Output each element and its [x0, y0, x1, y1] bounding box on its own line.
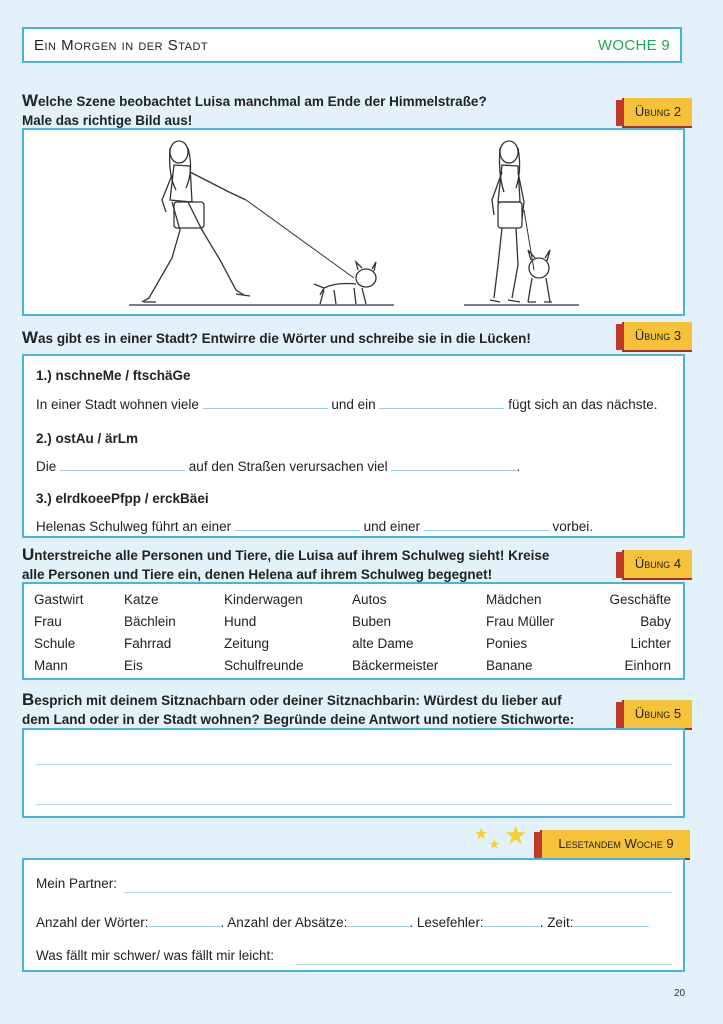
task2-question: [22, 91, 612, 130]
task3-item1-label: 1.) nschneMe / ftschäGe: [36, 368, 191, 383]
tag-lesetandem-label: Lesetandem Woche 9: [558, 836, 674, 851]
words-label: Anzahl der Wörter:: [36, 915, 149, 930]
word-item[interactable]: Einhorn: [624, 658, 671, 673]
tag-uebung-4-label: Übung 4: [634, 556, 682, 571]
word-item[interactable]: Ponies: [486, 636, 528, 651]
word-item[interactable]: Geschäfte: [609, 592, 671, 607]
worksheet-title: Ein Morgen in der Stadt: [34, 37, 209, 54]
word-item[interactable]: Banane: [486, 658, 533, 673]
tag-uebung-5: [622, 700, 692, 730]
task3-item3-label: 3.) elrdkoeePfpp / erckBäei: [36, 491, 209, 506]
task3-item3-blank1[interactable]: [235, 516, 360, 531]
word-item[interactable]: alte Dame: [352, 636, 414, 651]
dog-illustration: [314, 262, 376, 304]
woman-standing-illustration: [490, 141, 524, 302]
star-icon: ★: [488, 836, 501, 852]
task3-item2-blank2[interactable]: [391, 456, 516, 471]
word-item[interactable]: Katze: [124, 592, 159, 607]
word-item[interactable]: Fahrrad: [124, 636, 172, 651]
task3-item2-blank1[interactable]: [60, 456, 185, 471]
star-icon: ★: [474, 826, 489, 843]
task3-item3-part1: Helenas Schulweg führt an einer: [36, 519, 232, 534]
tag-uebung-3: [622, 322, 692, 352]
word-item[interactable]: Schule: [34, 636, 76, 651]
task3-item1-sentence: [36, 394, 658, 412]
word-item[interactable]: Gastwirt: [34, 592, 84, 607]
task3-box: [22, 354, 685, 538]
difficulty-line[interactable]: [296, 964, 672, 965]
word-item[interactable]: Mädchen: [486, 592, 542, 607]
tag-uebung-2: [622, 98, 692, 128]
task5-question-line1: esprich mit deinem Sitznachbarn oder deiner Sitznachbarin: Würdest du lieber auf: [34, 693, 562, 708]
tag-uebung-5-label: Übung 5: [634, 706, 682, 721]
errors-blank[interactable]: [484, 912, 540, 927]
task3-item3-part2: und einer: [363, 519, 420, 534]
task3-question: [22, 328, 622, 348]
tandem-box: [22, 858, 685, 972]
tag-uebung-2-label: Übung 2: [634, 104, 682, 119]
task2-initial: W: [22, 91, 39, 110]
difficulty-label: Was fällt mir schwer/ was fällt mir leicht:: [36, 948, 275, 963]
task3-item3-sentence: [36, 516, 593, 534]
notes-line-2[interactable]: [36, 804, 672, 805]
paragraphs-label: . Anzahl der Absätze:: [220, 915, 348, 930]
page-number: 20: [674, 988, 686, 999]
word-item[interactable]: Baby: [640, 614, 671, 629]
task5-notes-box[interactable]: [22, 728, 685, 818]
task3-item2-part2: auf den Straßen verursachen viel: [188, 459, 388, 474]
task4-question: [22, 545, 612, 584]
week-label: WOCHE 9: [597, 37, 670, 54]
task3-item1-blank1[interactable]: [203, 394, 328, 409]
woman-walking-dog-illustration: [142, 141, 250, 302]
task3-item1-part1: In einer Stadt wohnen viele: [36, 397, 199, 412]
task5-question-line2: dem Land oder in der Stadt wohnen? Begründe deine Antwort und notiere Stichworte:: [22, 712, 575, 727]
tag-lesetandem: [540, 830, 690, 860]
task5-initial: B: [22, 690, 35, 709]
partner-label: Mein Partner:: [36, 876, 118, 891]
task2-question-line2: Male das richtige Bild aus!: [22, 113, 193, 128]
task5-question: [22, 690, 622, 729]
tag-uebung-4: [622, 550, 692, 580]
word-item[interactable]: Zeitung: [224, 636, 270, 651]
tandem-stats-row: [36, 912, 649, 930]
word-item[interactable]: Frau: [34, 614, 62, 629]
header-box: [22, 27, 682, 63]
errors-label: . Lesefehler:: [409, 915, 484, 930]
task2-question-line1: elche Szene beobachtet Luisa manchmal am Ende der Himmelstraße?: [38, 94, 487, 109]
word-item[interactable]: Eis: [124, 658, 143, 673]
task3-item3-part3: vorbei.: [552, 519, 594, 534]
time-blank[interactable]: [573, 912, 649, 927]
word-item[interactable]: Bäckermeister: [352, 658, 439, 673]
tag-uebung-3-label: Übung 3: [634, 328, 682, 343]
word-item[interactable]: Frau Müller: [486, 614, 555, 629]
task3-item2-sentence: [36, 456, 520, 474]
task3-item3-blank2[interactable]: [424, 516, 549, 531]
task3-initial: W: [22, 328, 39, 347]
task2-picture-box[interactable]: [22, 128, 685, 316]
time-label: . Zeit:: [539, 915, 574, 930]
task3-item2-label: 2.) ostAu / ärLm: [36, 431, 139, 446]
task4-question-line1: nterstreiche alle Personen und Tiere, die Luisa auf ihrem Schulweg sieht! Kreise: [34, 548, 550, 563]
word-item[interactable]: Hund: [224, 614, 257, 629]
word-item[interactable]: Bächlein: [124, 614, 176, 629]
notes-line-1[interactable]: [36, 764, 672, 765]
task3-question-line: as gibt es in einer Stadt? Entwirre die Wörter und schreibe sie in die Lücken!: [38, 331, 531, 346]
star-icon: ★: [504, 820, 528, 850]
word-item[interactable]: Buben: [352, 614, 392, 629]
word-item[interactable]: Kinderwagen: [224, 592, 303, 607]
word-item[interactable]: Schulfreunde: [224, 658, 304, 673]
paragraphs-blank[interactable]: [347, 912, 409, 927]
task4-word-box: [22, 582, 685, 680]
task3-item2-part1: Die: [36, 459, 57, 474]
word-item[interactable]: Lichter: [630, 636, 671, 651]
task4-question-line2: alle Personen und Tiere ein, denen Helena auf ihrem Schulweg begegnet!: [22, 567, 493, 582]
task3-item1-blank2[interactable]: [379, 394, 504, 409]
words-blank[interactable]: [149, 912, 221, 927]
task3-item2-part3: .: [516, 459, 521, 474]
word-item[interactable]: Autos: [352, 592, 387, 607]
word-item[interactable]: Mann: [34, 658, 68, 673]
partner-line[interactable]: [124, 892, 672, 893]
task3-item1-part3: fügt sich an das nächste.: [508, 397, 658, 412]
task4-initial: U: [22, 545, 35, 564]
task3-item1-part2: und ein: [331, 397, 376, 412]
scene-illustrations: [24, 130, 683, 314]
